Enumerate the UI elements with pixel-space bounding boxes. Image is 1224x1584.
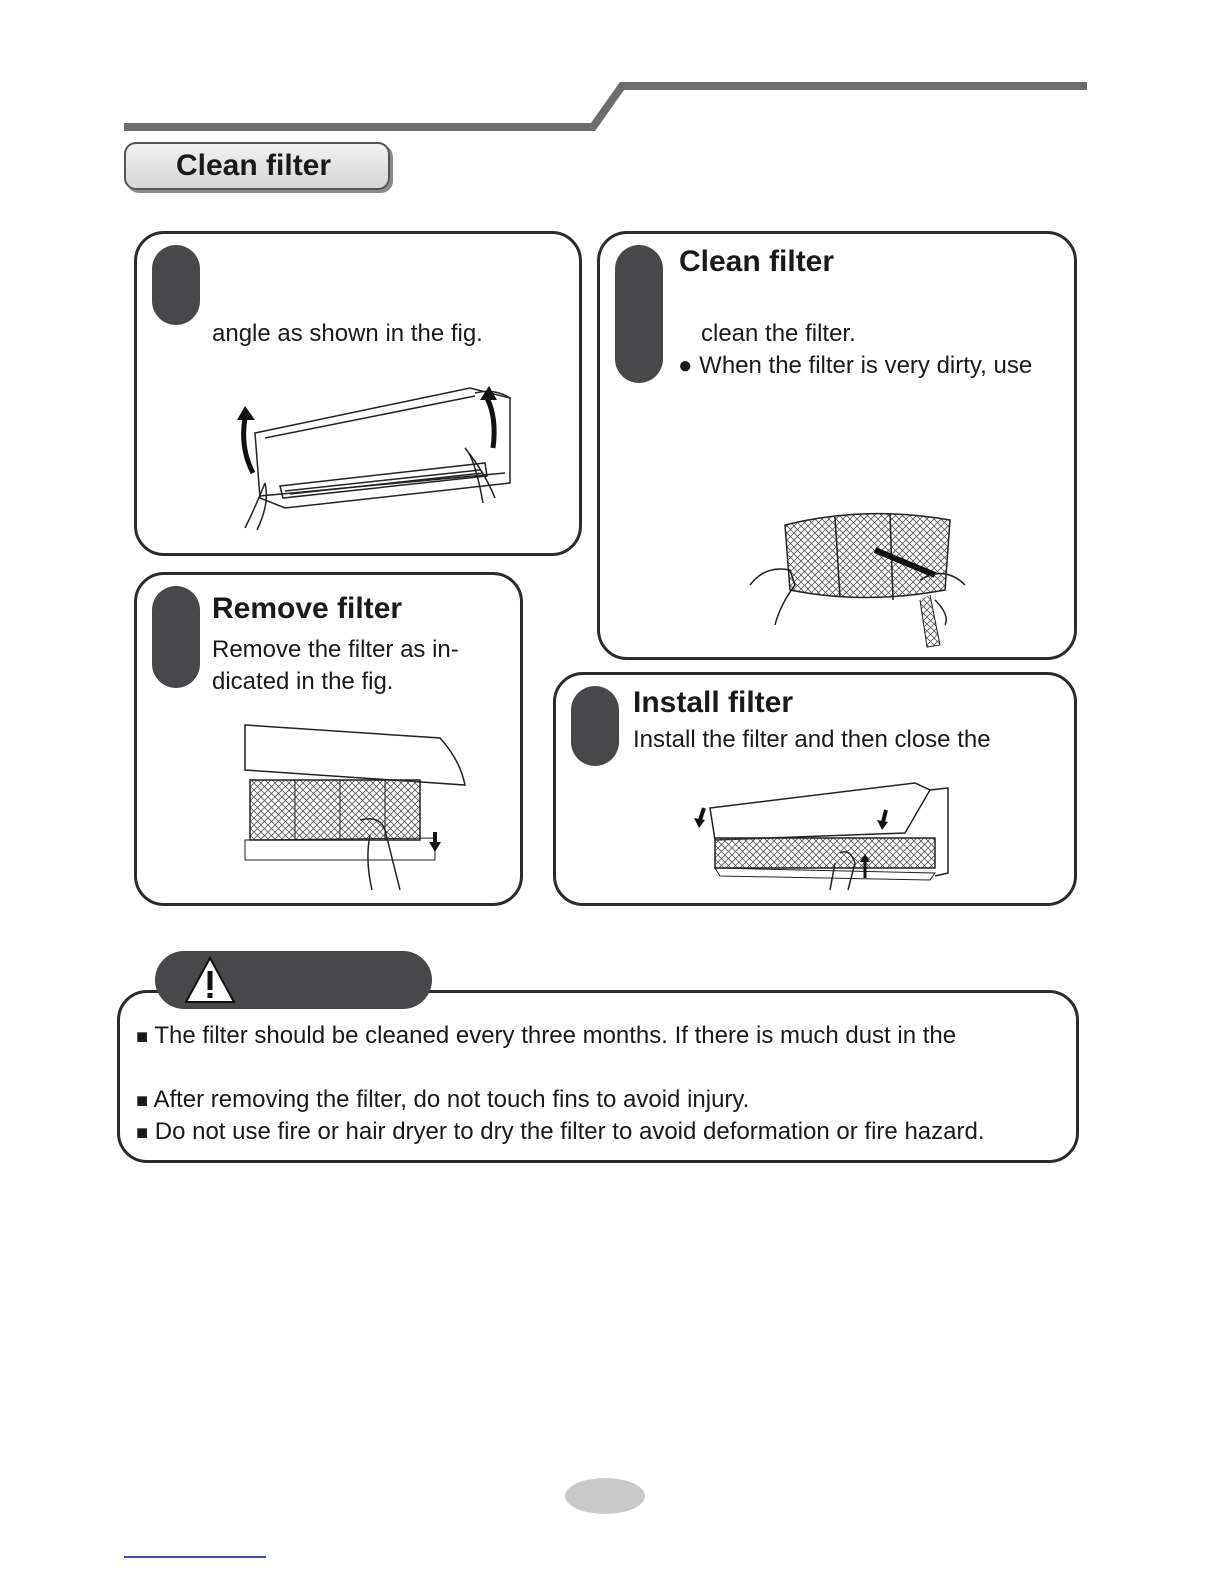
caution-item-text: After removing the filter, do not touch fins to avoid injury.	[153, 1086, 750, 1113]
caution-item	[136, 1022, 956, 1050]
caution-item-text: Do not use fire or hair dryer to dry the filter to avoid deformation or fire hazard.	[154, 1118, 985, 1145]
step-text: Remove the filter as in-	[212, 636, 459, 663]
bullet: ■	[136, 1122, 149, 1144]
step-title: Install filter	[633, 686, 794, 719]
step-text: clean the filter.	[701, 320, 856, 347]
warning-triangle-icon	[183, 955, 237, 1005]
caution-item	[136, 1118, 985, 1146]
caution-item-text: The filter should be cleaned every three months. If there is much dust in the	[154, 1022, 957, 1049]
step-text: Install the filter and then close the	[633, 726, 991, 753]
step-title: Remove filter	[212, 592, 403, 625]
step-text: ● When the filter is very dirty, use	[678, 352, 1033, 379]
section-title: Clean filter	[124, 142, 390, 190]
install-filter-illustration	[690, 778, 955, 893]
page-number-oval	[565, 1478, 645, 1514]
bullet: ■	[136, 1090, 149, 1112]
step-tab	[615, 245, 663, 383]
step-text: angle as shown in the fig.	[212, 320, 483, 347]
bullet: ■	[136, 1026, 149, 1048]
step-tab	[571, 686, 619, 766]
step-tab	[152, 586, 200, 688]
step-text: dicated in the fig.	[212, 668, 394, 695]
header-rule	[0, 0, 1224, 140]
caution-item	[136, 1086, 749, 1114]
footer-link-line	[124, 1556, 266, 1558]
open-panel-illustration	[225, 378, 525, 538]
step-tab	[152, 245, 200, 325]
step-title: Clean filter	[679, 245, 835, 278]
remove-filter-illustration	[240, 720, 470, 890]
clean-filter-illustration	[745, 505, 975, 655]
